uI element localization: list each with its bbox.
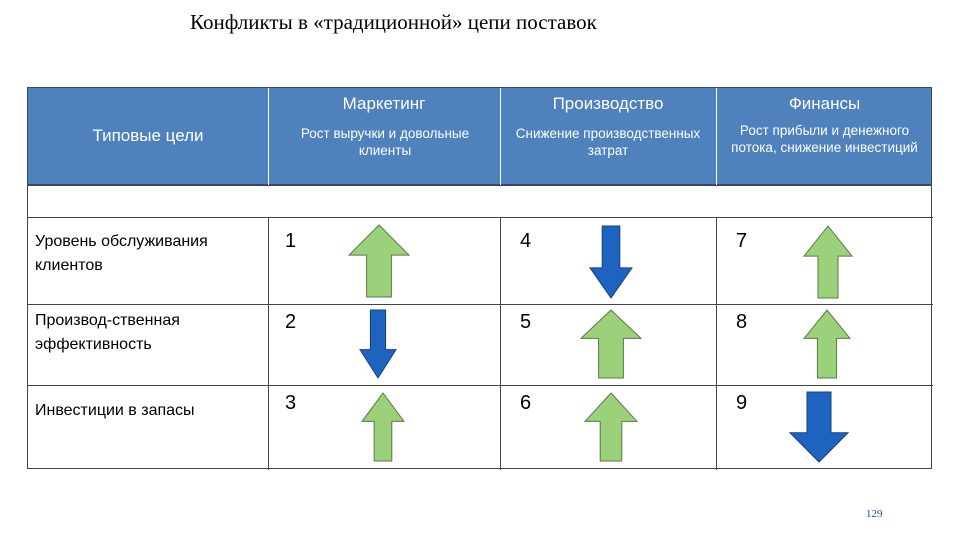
arrow-down-icon [590, 226, 632, 298]
arrow-icon [348, 224, 410, 298]
column-goal-finance: Рост прибыли и денежного потока, снижение инвестиций [731, 123, 918, 155]
arrow-up-icon [362, 393, 404, 461]
arrow-icon [803, 309, 851, 379]
page-title: Конфликты в «традиционной» цепи поставок [190, 10, 597, 34]
row-header-label: Типовые цели [92, 126, 204, 145]
arrow-up-icon [804, 226, 852, 298]
arrow-icon [359, 309, 397, 379]
arrow-up-icon [581, 310, 641, 378]
table-header [27, 87, 932, 185]
column-goal-production: Снижение производственных затрат [515, 126, 701, 158]
cell-number: 4 [520, 230, 532, 252]
cell-number: 3 [285, 392, 297, 414]
column-goal-marketing: Рост выручки и довольные клиенты [300, 126, 470, 158]
cell-number: 6 [520, 392, 532, 414]
row-label-service: Уровень обслуживания клиентов [35, 233, 208, 274]
arrow-icon [803, 225, 853, 299]
cell-number: 7 [736, 230, 748, 252]
column-header-marketing: Маркетинг [342, 94, 426, 113]
arrow-icon [580, 309, 642, 379]
cell-number: 9 [736, 392, 748, 414]
cell-number: 1 [285, 230, 297, 252]
arrow-icon [589, 225, 633, 299]
arrow-down-icon [360, 310, 396, 378]
row-label-efficiency: Производ-ственная эффективность [35, 312, 180, 353]
page-number: 129 [866, 508, 883, 520]
goals-table [27, 87, 932, 469]
column-header-production: Производство [552, 94, 664, 113]
cell-number: 8 [736, 311, 748, 333]
arrow-up-icon [585, 393, 637, 461]
cell-number: 2 [285, 311, 297, 333]
arrow-icon [584, 392, 638, 462]
arrow-icon [789, 391, 849, 463]
row-label-inventory: Инвестиции в запасы [35, 402, 195, 419]
cell-number: 5 [520, 311, 532, 333]
arrow-up-icon [804, 310, 850, 378]
arrow-icon [361, 392, 405, 462]
column-header-finance: Финансы [788, 94, 861, 113]
arrow-down-icon [790, 392, 848, 462]
arrow-up-icon [349, 225, 409, 297]
